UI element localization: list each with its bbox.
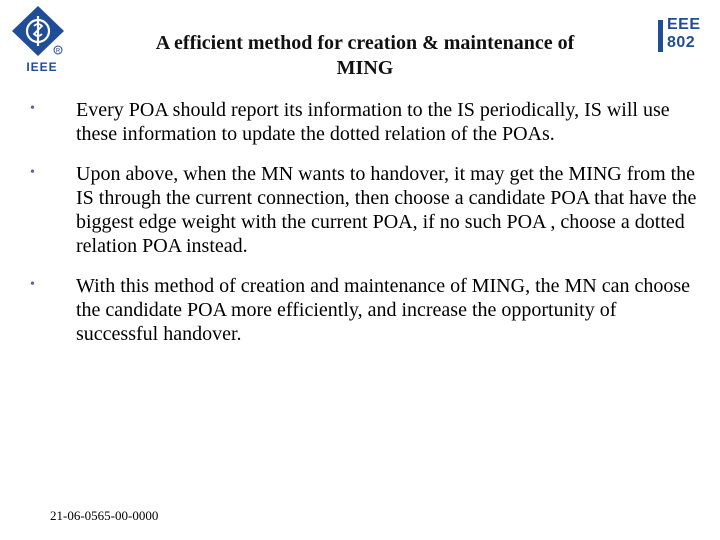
ieee-802-logo-bar — [658, 20, 663, 52]
bullet-item — [30, 162, 702, 258]
bullet-text: Every POA should report its information to the IS periodically, IS will use these information to update the dotted relation of the POAs. — [76, 99, 670, 145]
ieee-802-logo-eee: EEE — [667, 16, 701, 33]
ieee-logo — [8, 4, 76, 76]
bullet-marker: • — [30, 101, 35, 116]
bullet-marker: • — [30, 277, 35, 292]
ieee-802-logo-number: 802 — [667, 34, 696, 51]
slide-title-line-2: MING — [336, 57, 394, 79]
bullet-text: With this method of creation and maintenance of MING, the MN can choose the candidate POA more efficiently, and increase the opportunity of successful handover. — [76, 275, 691, 345]
bullet-marker: • — [30, 165, 35, 180]
slide-title-line-1: A efficient method for creation & maintenance of — [155, 32, 575, 54]
bullet-item — [30, 274, 702, 346]
ieee-802-logo — [656, 14, 704, 54]
ieee-logo-text: IEEE — [26, 60, 58, 74]
svg-text:R: R — [55, 48, 61, 55]
bullet-list — [30, 98, 702, 362]
bullet-text: Upon above, when the MN wants to handover, it may get the MING from the IS through the current connection, then choose a candidate POA that have the biggest edge weight with the current POA, if no such POA , choose a dotted relation POA instead. — [76, 163, 697, 257]
bullet-item — [30, 98, 702, 146]
ieee-diamond-icon — [8, 4, 68, 60]
slide-title — [100, 31, 630, 81]
document-number: 21-06-0565-00-0000 — [50, 508, 159, 523]
